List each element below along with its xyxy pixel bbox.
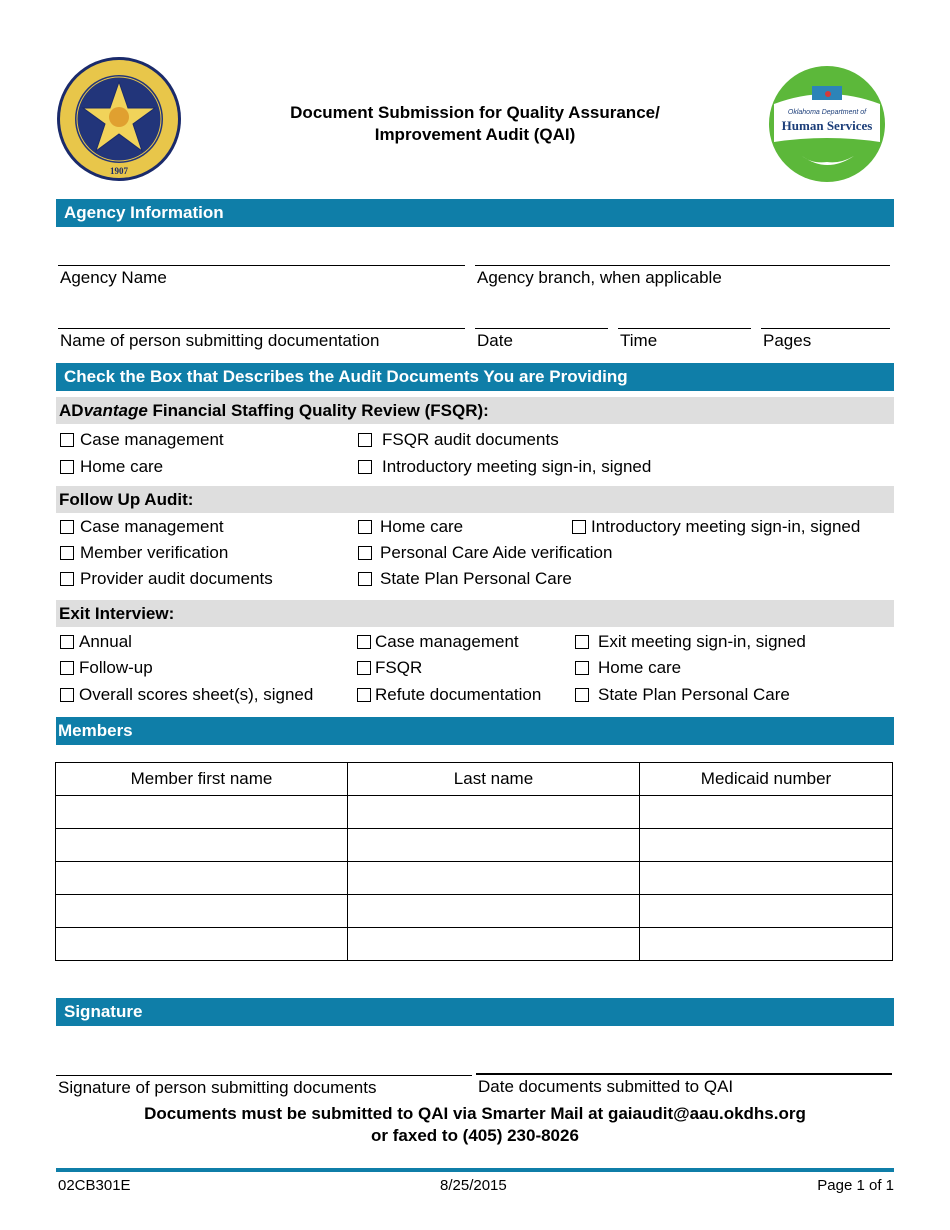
exit-refute-documentation-checkbox[interactable]: [357, 685, 541, 705]
checkbox-icon[interactable]: [60, 460, 74, 474]
table-header-row: [56, 763, 893, 796]
pages-label: Pages: [763, 331, 812, 350]
followup-home-care-checkbox[interactable]: [358, 517, 463, 537]
checkbox-label: Overall scores sheet(s), signed: [79, 685, 314, 704]
fsqr-title-prefix: AD: [59, 401, 84, 420]
checkbox-label: Follow-up: [79, 658, 153, 677]
exit-state-plan-checkbox[interactable]: [575, 685, 790, 705]
form-number: 02CB301E: [58, 1177, 131, 1194]
followup-pca-verification-checkbox[interactable]: [358, 543, 612, 563]
checkbox-label: Home care: [380, 517, 464, 536]
fsqr-audit-documents-checkbox[interactable]: [358, 430, 559, 450]
checkbox-label: State Plan Personal Care: [598, 685, 790, 704]
logo-large-text: Human Services: [781, 118, 873, 133]
checkbox-icon[interactable]: [60, 572, 74, 586]
members-heading: Members: [56, 717, 894, 745]
checkbox-label: Case management: [80, 430, 224, 449]
checkbox-icon[interactable]: [60, 546, 74, 560]
table-row: [56, 829, 893, 862]
member-first-name-cell[interactable]: [56, 829, 348, 862]
form-title-line1: Document Submission for Quality Assurance/: [290, 103, 660, 122]
checkbox-label: Case management: [375, 632, 519, 651]
checkbox-label: Case management: [80, 517, 224, 536]
checkbox-icon[interactable]: [575, 661, 589, 675]
checkbox-icon[interactable]: [60, 520, 74, 534]
followup-case-management-checkbox[interactable]: [60, 517, 224, 537]
signature-heading: Signature: [56, 998, 894, 1026]
checkbox-label: FSQR: [375, 658, 423, 677]
medicaid-number-cell[interactable]: [640, 796, 893, 829]
checkbox-icon[interactable]: [60, 635, 74, 649]
agency-branch-field[interactable]: [475, 265, 890, 291]
checkbox-icon[interactable]: [358, 520, 372, 534]
table-row: [56, 796, 893, 829]
exit-fsqr-checkbox[interactable]: [357, 658, 422, 678]
time-field[interactable]: [618, 328, 751, 354]
exit-case-management-checkbox[interactable]: [357, 632, 519, 652]
checkbox-label: Introductory meeting sign-in, signed: [591, 517, 861, 536]
fsqr-intro-meeting-checkbox[interactable]: [358, 457, 651, 477]
checkbox-label: Home care: [80, 457, 164, 476]
date-submitted-field[interactable]: [476, 1073, 892, 1099]
audit-documents-heading: Check the Box that Describes the Audit Documents You are Providing: [56, 363, 894, 391]
fsqr-case-management-checkbox[interactable]: [60, 430, 224, 450]
medicaid-number-cell[interactable]: [640, 895, 893, 928]
svg-text:1907: 1907: [110, 166, 128, 176]
time-label: Time: [620, 331, 658, 350]
checkbox-icon[interactable]: [358, 433, 372, 447]
checkbox-label: Member verification: [80, 543, 229, 562]
oklahoma-state-seal-icon: [56, 56, 182, 182]
table-row: [56, 895, 893, 928]
exit-followup-checkbox[interactable]: [60, 658, 153, 678]
checkbox-icon[interactable]: [60, 661, 74, 675]
date-field[interactable]: [475, 328, 608, 354]
form-date: 8/25/2015: [440, 1177, 507, 1194]
okdhs-logo-icon: [762, 64, 892, 184]
agency-name-label: Agency Name: [60, 268, 167, 287]
followup-state-plan-checkbox[interactable]: [358, 569, 572, 589]
members-table: [55, 762, 893, 961]
checkbox-label: Annual: [79, 632, 132, 651]
followup-provider-audit-checkbox[interactable]: [60, 569, 273, 589]
medicaid-number-header: Medicaid number: [640, 763, 893, 796]
footer-divider: [56, 1168, 894, 1172]
checkbox-icon[interactable]: [572, 520, 586, 534]
agency-information-heading: Agency Information: [56, 199, 894, 227]
checkbox-icon[interactable]: [357, 688, 371, 702]
checkbox-icon[interactable]: [575, 688, 589, 702]
fsqr-title-suffix: Financial Staffing Quality Review (FSQR):: [147, 401, 489, 420]
checkbox-label: Home care: [598, 658, 682, 677]
member-first-name-cell[interactable]: [56, 862, 348, 895]
table-row: [56, 928, 893, 961]
exit-meeting-signin-checkbox[interactable]: [575, 632, 806, 652]
medicaid-number-cell[interactable]: [640, 829, 893, 862]
exit-annual-checkbox[interactable]: [60, 632, 132, 652]
last-name-cell[interactable]: [348, 796, 640, 829]
checkbox-icon[interactable]: [60, 688, 74, 702]
submission-notice: [56, 1103, 894, 1147]
last-name-cell[interactable]: [348, 829, 640, 862]
medicaid-number-cell[interactable]: [640, 928, 893, 961]
checkbox-icon[interactable]: [575, 635, 589, 649]
submission-notice-line1: Documents must be submitted to QAI via Smarter Mail at gaiaudit@aau.okdhs.org: [144, 1104, 806, 1123]
table-row: [56, 862, 893, 895]
checkbox-icon[interactable]: [60, 433, 74, 447]
fsqr-home-care-checkbox[interactable]: [60, 457, 163, 477]
submitter-name-label: Name of person submitting documentation: [60, 331, 380, 350]
member-first-name-cell[interactable]: [56, 895, 348, 928]
checkbox-label: Provider audit documents: [80, 569, 273, 588]
last-name-header: Last name: [348, 763, 640, 796]
checkbox-icon[interactable]: [358, 460, 372, 474]
last-name-cell[interactable]: [348, 862, 640, 895]
checkbox-label: Exit meeting sign-in, signed: [598, 632, 806, 651]
fsqr-title-italic: vantage: [83, 401, 148, 420]
checkbox-icon[interactable]: [357, 635, 371, 649]
checkbox-label: Personal Care Aide verification: [380, 543, 613, 562]
signature-field[interactable]: [56, 1075, 472, 1101]
date-label: Date: [477, 331, 513, 350]
medicaid-number-cell[interactable]: [640, 862, 893, 895]
submission-notice-line2: or faxed to (405) 230-8026: [371, 1126, 579, 1145]
form-title-line2: Improvement Audit (QAI): [374, 125, 576, 144]
logo-small-text: Oklahoma Department of: [787, 109, 867, 116]
form-title: [200, 102, 750, 146]
agency-name-field[interactable]: [58, 265, 465, 291]
checkbox-label: Introductory meeting sign-in, signed: [382, 457, 652, 476]
submitter-name-field[interactable]: [58, 328, 465, 354]
checkbox-label: Refute documentation: [375, 685, 542, 704]
exit-overall-scores-checkbox[interactable]: [60, 685, 313, 705]
signature-label: Signature of person submitting documents: [58, 1078, 377, 1097]
fsqr-heading: [56, 397, 894, 424]
followup-member-verification-checkbox[interactable]: [60, 543, 228, 563]
followup-intro-meeting-checkbox[interactable]: [572, 517, 860, 537]
follow-up-audit-heading: Follow Up Audit:: [56, 486, 894, 513]
member-first-name-header: Member first name: [56, 763, 348, 796]
agency-branch-label: Agency branch, when applicable: [477, 268, 722, 287]
member-first-name-cell[interactable]: [56, 796, 348, 829]
last-name-cell[interactable]: [348, 928, 640, 961]
checkbox-icon[interactable]: [357, 661, 371, 675]
checkbox-icon[interactable]: [358, 546, 372, 560]
checkbox-icon[interactable]: [358, 572, 372, 586]
checkbox-label: State Plan Personal Care: [380, 569, 572, 588]
date-submitted-label: Date documents submitted to QAI: [478, 1077, 734, 1096]
exit-home-care-checkbox[interactable]: [575, 658, 681, 678]
checkbox-label: FSQR audit documents: [382, 430, 559, 449]
last-name-cell[interactable]: [348, 895, 640, 928]
exit-interview-heading: Exit Interview:: [56, 600, 894, 627]
member-first-name-cell[interactable]: [56, 928, 348, 961]
page-number: Page 1 of 1: [817, 1177, 894, 1194]
pages-field[interactable]: [761, 328, 890, 354]
